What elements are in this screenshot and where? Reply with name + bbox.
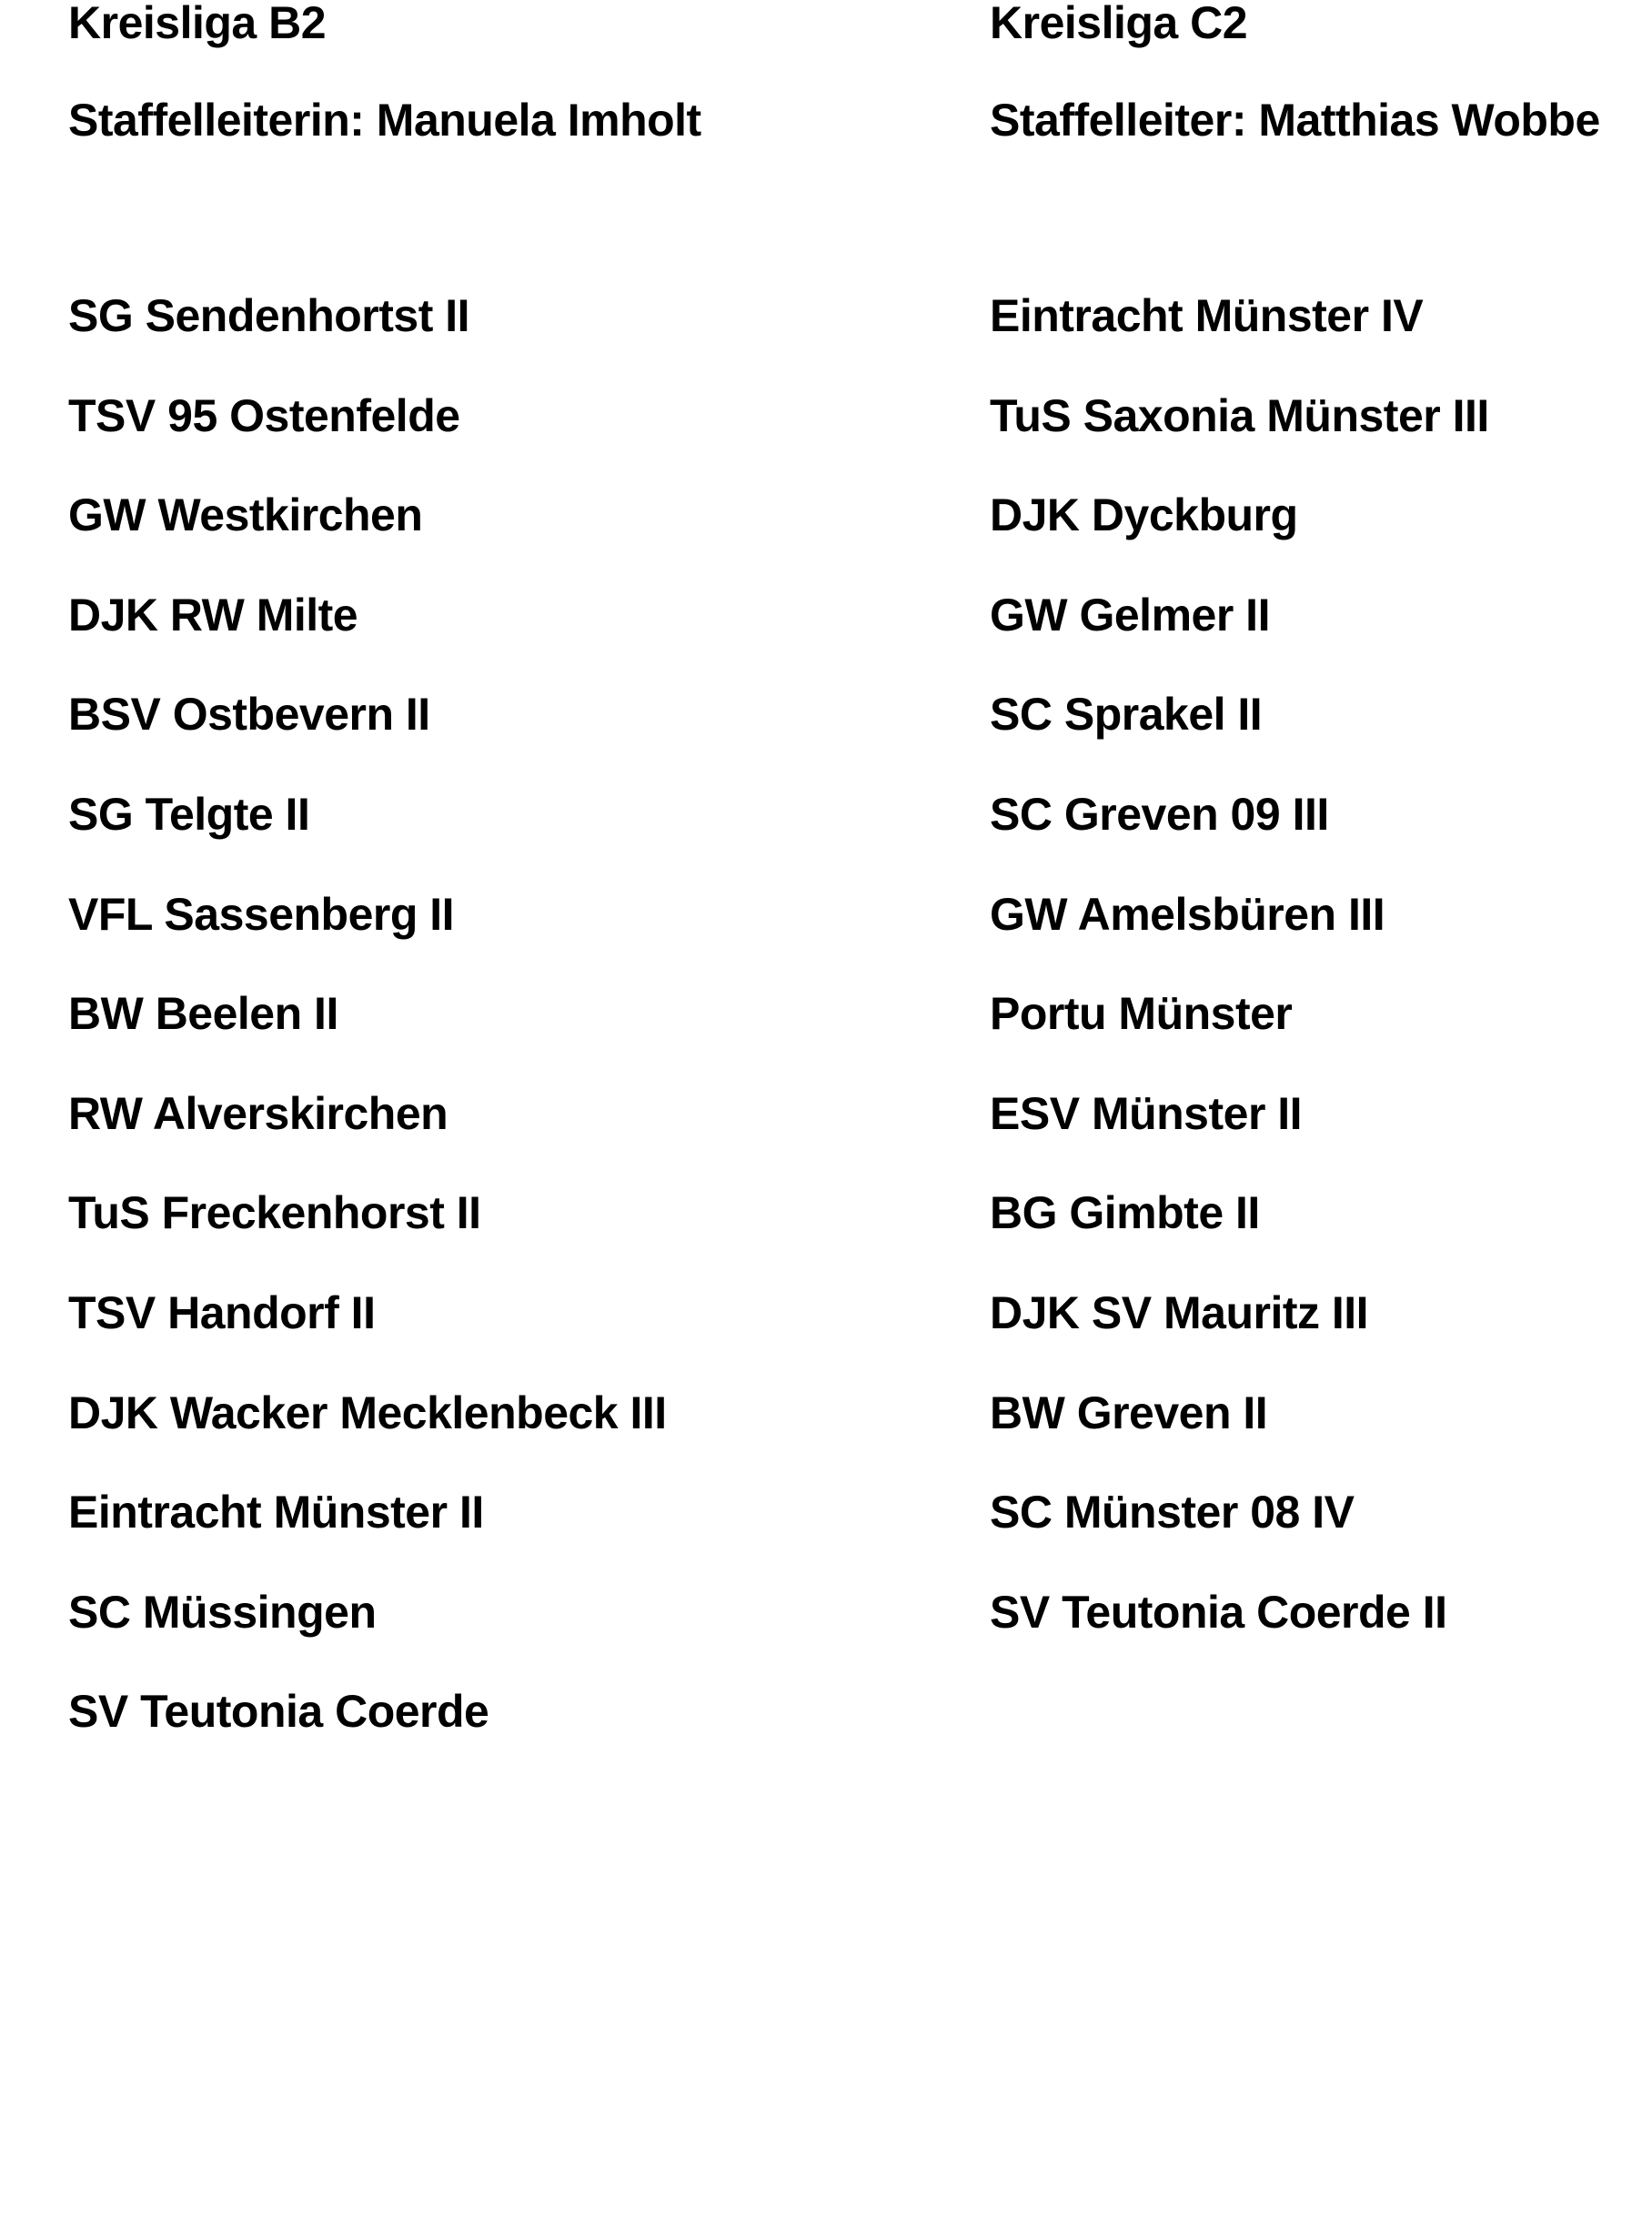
team-item: SV Teutonia Coerde [68,1686,489,1738]
team-item: VFL Sassenberg II [68,888,455,940]
team-item: SG Sendenhortst II [68,290,470,341]
team-item: SC Münster 08 IV [990,1487,1355,1538]
team-item: SC Müssingen [68,1586,377,1638]
team-item: BG Gimbte II [990,1187,1260,1239]
team-item: GW Gelmer II [990,589,1270,640]
team-item: TuS Saxonia Münster III [990,389,1489,441]
league-title: Kreisliga C2 [990,0,1248,48]
team-item: DJK SV Mauritz III [990,1286,1369,1338]
team-item: TSV 95 Ostenfelde [68,389,460,441]
team-item: BW Greven II [990,1387,1268,1438]
team-list [68,290,667,1789]
team-list [990,290,1489,1689]
team-item: Eintracht Münster IV [990,290,1424,341]
team-item: RW Alverskirchen [68,1087,448,1139]
team-item: SC Greven 09 III [990,788,1329,840]
team-item: DJK Wacker Mecklenbeck III [68,1387,667,1438]
team-item: TuS Freckenhorst II [68,1187,481,1239]
team-item: SC Sprakel II [990,689,1263,741]
team-item: BW Beelen II [68,988,338,1040]
team-item: SG Telgte II [68,788,310,840]
team-item: ESV Münster II [990,1087,1303,1139]
league-title: Kreisliga B2 [68,0,327,48]
team-item: DJK Dyckburg [990,489,1298,541]
league-leader: Staffelleiter: Matthias Wobbe [990,95,1600,146]
league-leader: Staffelleiterin: Manuela Imholt [68,95,701,146]
team-item: Portu Münster [990,988,1293,1040]
team-item: GW Westkirchen [68,489,423,541]
team-item: BSV Ostbevern II [68,689,430,741]
team-item: SV Teutonia Coerde II [990,1586,1447,1638]
team-item: GW Amelsbüren III [990,888,1385,940]
team-item: DJK RW Milte [68,589,358,640]
team-item: TSV Handorf II [68,1286,376,1338]
team-item: Eintracht Münster II [68,1487,484,1538]
